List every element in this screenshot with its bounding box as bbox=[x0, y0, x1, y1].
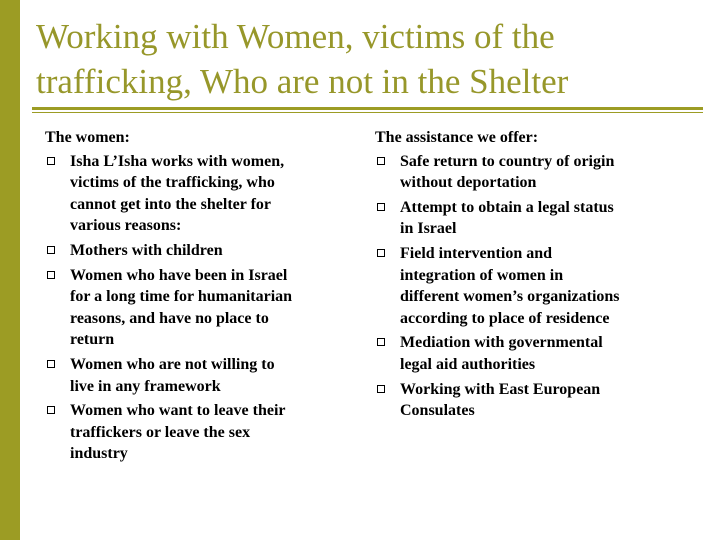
women-bullet-list bbox=[45, 151, 360, 465]
bullet-text-line: for a long time for humanitarian bbox=[70, 288, 293, 306]
bullet-text-line: Field intervention and bbox=[400, 244, 553, 262]
bullet-item bbox=[45, 354, 360, 397]
title-line-1: Working with Women, victims of the bbox=[36, 17, 555, 56]
bullet-text-line: return bbox=[70, 331, 115, 349]
square-bullet-icon bbox=[47, 157, 55, 165]
title-divider bbox=[32, 107, 703, 110]
bullet-item bbox=[45, 240, 360, 262]
square-bullet-icon bbox=[377, 338, 385, 346]
title-line-2: trafficking, Who are not in the Shelter bbox=[36, 62, 569, 101]
bullet-text-line: according to place of residence bbox=[400, 309, 610, 327]
accent-side-bar bbox=[0, 0, 20, 540]
square-bullet-icon bbox=[47, 406, 55, 414]
women-heading: The women: bbox=[45, 129, 130, 146]
bullet-text-line: victims of the trafficking, who bbox=[70, 174, 275, 192]
square-bullet-icon bbox=[377, 249, 385, 257]
women-column bbox=[45, 127, 360, 468]
bullet-text-line: live in any framework bbox=[70, 377, 221, 395]
assistance-heading: The assistance we offer: bbox=[375, 129, 539, 146]
bullet-item bbox=[375, 379, 685, 422]
bullet-text-line: various reasons: bbox=[70, 217, 182, 235]
bullet-item bbox=[45, 265, 360, 351]
assistance-bullet-list bbox=[375, 151, 685, 422]
bullet-text-line: integration of women in bbox=[400, 266, 564, 284]
bullet-item bbox=[375, 243, 685, 329]
bullet-text-line: Safe return to country of origin bbox=[400, 152, 615, 170]
bullet-text-line: legal aid authorities bbox=[400, 355, 536, 373]
bullet-text-line: Mediation with governmental bbox=[400, 334, 603, 352]
bullet-text-line: different women’s organizations bbox=[400, 288, 620, 306]
bullet-item bbox=[45, 151, 360, 237]
bullet-text-line: without deportation bbox=[400, 174, 537, 192]
assistance-column bbox=[375, 127, 685, 425]
bullet-item bbox=[375, 197, 685, 240]
bullet-text-line: Mothers with children bbox=[70, 241, 223, 259]
bullet-text-line: Women who want to leave their bbox=[70, 402, 286, 420]
square-bullet-icon bbox=[47, 246, 55, 254]
bullet-text-line: Consulates bbox=[400, 402, 475, 420]
square-bullet-icon bbox=[377, 157, 385, 165]
bullet-item bbox=[375, 151, 685, 194]
bullet-text-line: in Israel bbox=[400, 220, 457, 238]
bullet-text-line: cannot get into the shelter for bbox=[70, 195, 271, 213]
square-bullet-icon bbox=[377, 203, 385, 211]
bullet-text-line: Working with East European bbox=[400, 380, 601, 398]
bullet-item bbox=[45, 400, 360, 465]
square-bullet-icon bbox=[47, 360, 55, 368]
bullet-text-line: traffickers or leave the sex bbox=[70, 423, 251, 441]
square-bullet-icon bbox=[47, 271, 55, 279]
bullet-text-line: Women who have been in Israel bbox=[70, 266, 288, 284]
title-divider-thin bbox=[32, 112, 703, 113]
square-bullet-icon bbox=[377, 385, 385, 393]
bullet-text-line: Attempt to obtain a legal status bbox=[400, 198, 614, 216]
slide-title bbox=[36, 14, 706, 104]
bullet-text-line: Isha L’Isha works with women, bbox=[70, 152, 285, 170]
bullet-item bbox=[375, 332, 685, 375]
bullet-text-line: Women who are not willing to bbox=[70, 355, 275, 373]
bullet-text-line: reasons, and have no place to bbox=[70, 309, 269, 327]
bullet-text-line: industry bbox=[70, 445, 128, 463]
